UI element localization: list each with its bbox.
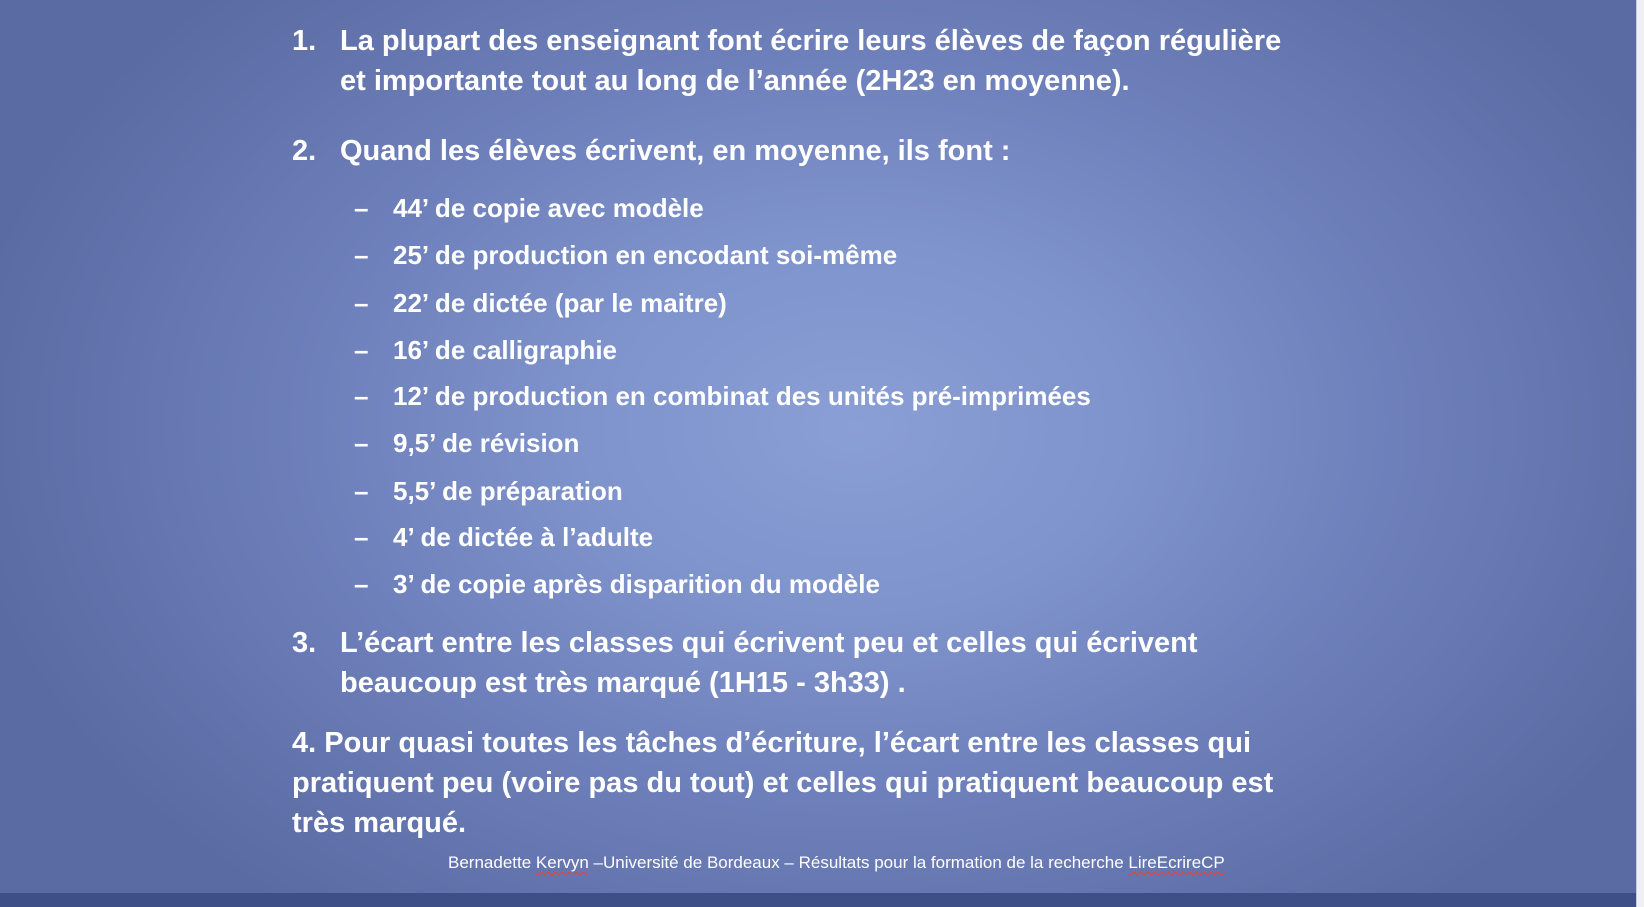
list-item-3-line-2: beaucoup est très marqué (1H15 - 3h33) . [340, 667, 906, 699]
sub-item-text: 22’ de dictée (par le maitre) [393, 288, 727, 318]
dash-bullet: – [354, 240, 369, 270]
sub-item-text: 9,5’ de révision [393, 428, 580, 458]
dash-bullet: – [354, 381, 369, 411]
list-item-4-line-2: pratiquent peu (voire pas du tout) et celles qui pratiquent beaucoup est [292, 767, 1274, 799]
sub-item-text: 25’ de production en encodant soi-même [393, 240, 898, 270]
list-number-2: 2. [292, 135, 317, 167]
sub-item-text: 12’ de production en combinat des unités pré-imprimées [393, 381, 1091, 411]
sub-item-text: 16’ de calligraphie [393, 335, 617, 365]
sub-item-text: 5,5’ de préparation [393, 476, 623, 506]
footer-affiliation: –Université de Bordeaux – Résultats pour la formation de la recherche [588, 853, 1129, 872]
list-item-4-line-3: très marqué. [292, 807, 467, 839]
sub-item-text: 3’ de copie après disparition du modèle [393, 569, 880, 599]
dash-bullet: – [354, 522, 369, 552]
slide-footer [448, 852, 1225, 874]
footer-author-first: Bernadette [448, 853, 536, 872]
footer-project-name: LireEcrireCP [1128, 853, 1225, 872]
list-number-1: 1. [292, 25, 317, 57]
list-item-1-line-1: La plupart des enseignant font écrire leurs élèves de façon régulière [340, 25, 1282, 57]
sub-item-text: 44’ de copie avec modèle [393, 193, 704, 223]
sub-item-text: 4’ de dictée à l’adulte [393, 522, 654, 552]
dash-bullet: – [354, 476, 369, 506]
window-right-edge [1636, 0, 1644, 907]
list-item-2-text: Quand les élèves écrivent, en moyenne, ils font : [340, 135, 1011, 167]
dash-bullet: – [354, 428, 369, 458]
list-number-3: 3. [292, 627, 317, 659]
list-item-1-line-2: et importante tout au long de l’année (2H23 en moyenne). [340, 65, 1130, 97]
list-item-3-line-1: L’écart entre les classes qui écrivent peu et celles qui écrivent [340, 627, 1198, 659]
dash-bullet: – [354, 288, 369, 318]
slide-bottom-edge [0, 893, 1636, 907]
list-item-4-line-1: 4. Pour quasi toutes les tâches d’écriture, l’écart entre les classes qui [292, 727, 1252, 759]
dash-bullet: – [354, 569, 369, 599]
dash-bullet: – [354, 193, 369, 223]
footer-author-last: Kervyn [535, 853, 589, 872]
dash-bullet: – [354, 335, 369, 365]
